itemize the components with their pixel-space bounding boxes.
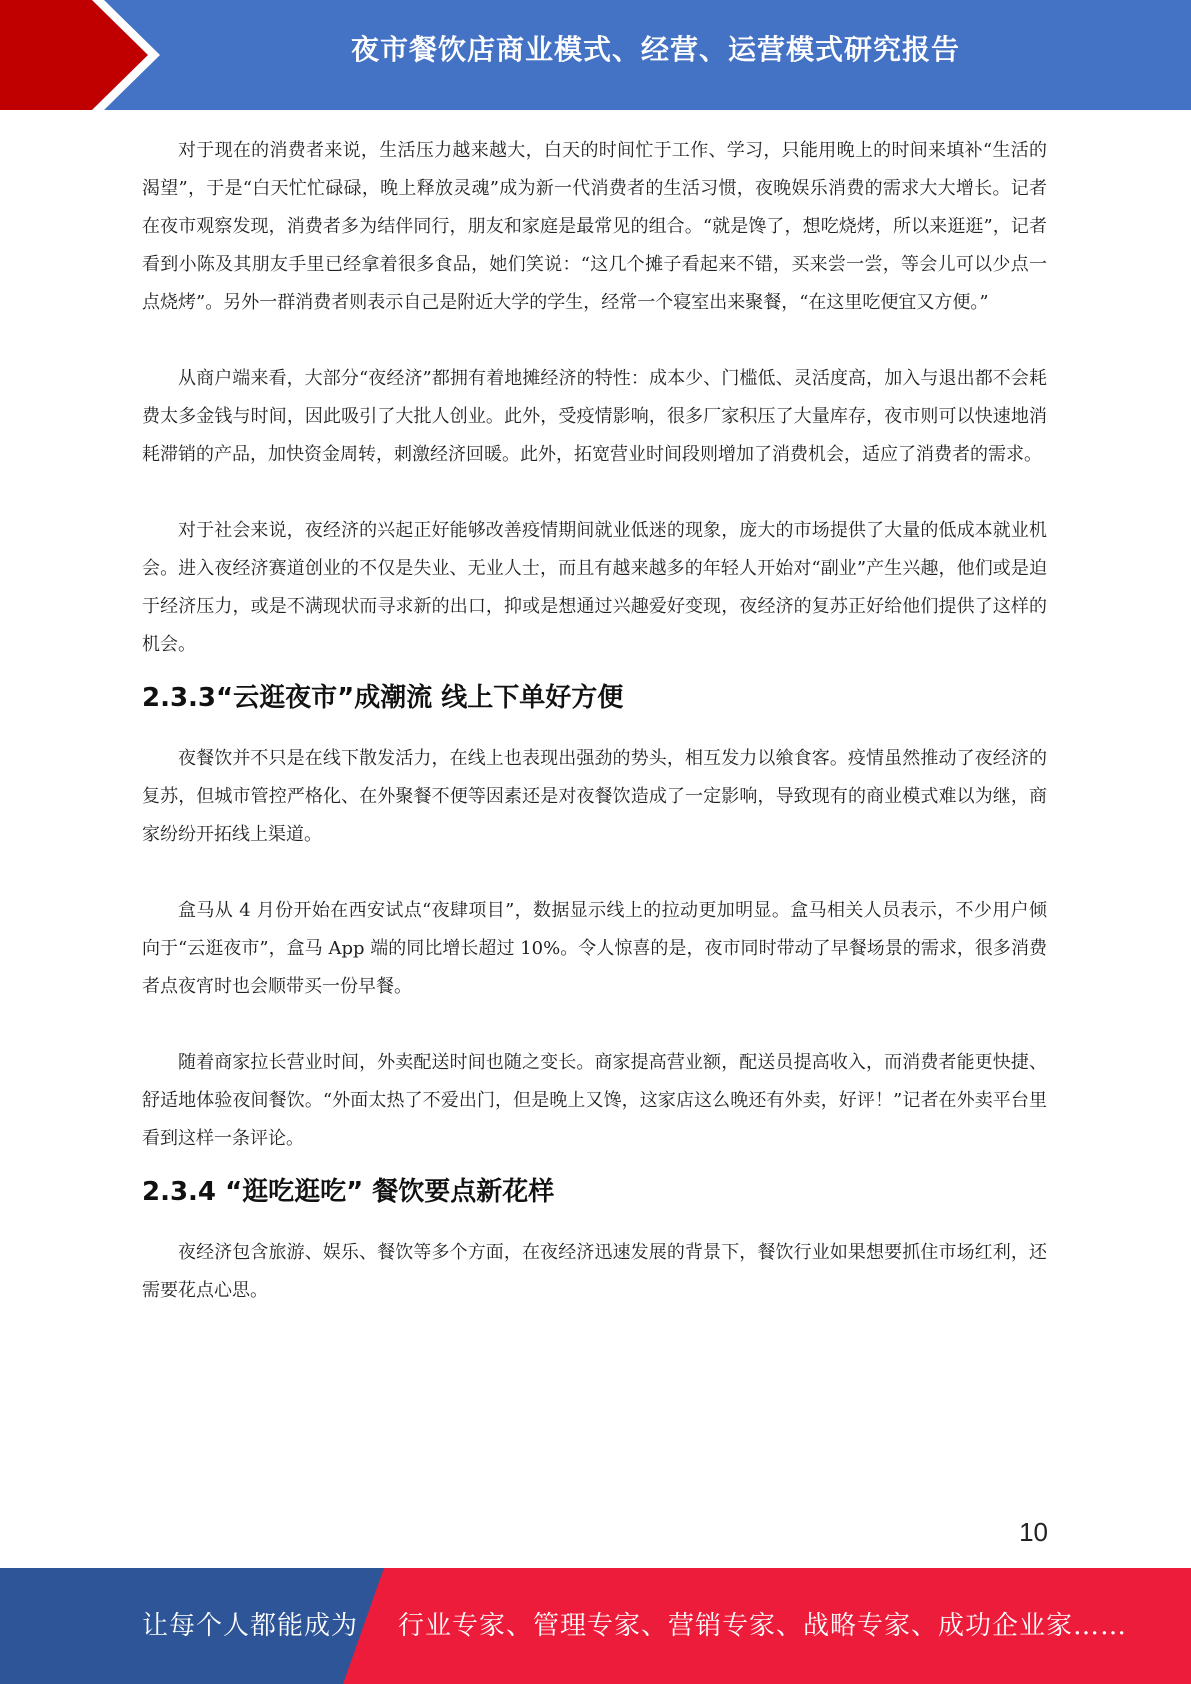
- document-body: [142, 132, 1047, 1310]
- footer-slogan-left: 让每个人都能成为: [142, 1611, 359, 1641]
- section-heading-2-3-3: 2.3.3“云逛夜市”成潮流 线上下单好方便: [142, 683, 624, 713]
- header-arrow-decoration: [0, 0, 160, 110]
- paragraph-merchants: 从商户端来看，大部分“夜经济”都拥有着地摊经济的特性：成本少、门槛低、灵活度高，加入与退出都不会耗费太多金钱与时间，因此吸引了大批人创业。此外，受疫情影响，很多厂家积压了大量库存，夜市则可以快速地消耗滞销的产品，加快资金周转，刺激经济回暖。此外，拓宽营业时间段则增加了消费机会，适应了消费者的需求。: [142, 368, 1047, 465]
- page-header: [0, 0, 1191, 110]
- section-heading-2-3-4: 2.3.4 “逛吃逛吃” 餐饮要点新花样: [142, 1177, 555, 1207]
- paragraph-online-channels: 夜餐饮并不只是在线下散发活力，在线上也表现出强劲的势头，相互发力以飨食客。疫情虽然推动了夜经济的复苏，但城市管控严格化、在外聚餐不便等因素还是对夜餐饮造成了一定影响，导致现有的商业模式难以为继，商家纷纷开拓线上渠道。: [142, 748, 1047, 845]
- paragraph-consumers: 对于现在的消费者来说，生活压力越来越大，白天的时间忙于工作、学习，只能用晚上的时间来填补“生活的渴望”，于是“白天忙忙碌碌，晚上释放灵魂”成为新一代消费者的生活习惯，夜晚娱乐消费的需求大大增长。记者在夜市观察发现，消费者多为结伴同行，朋友和家庭是最常见的组合。“就是馋了，想吃烧烤，所以来逛逛”，记者看到小陈及其朋友手里已经拿着很多食品，她们笑说：“这几个摊子看起来不错，买来尝一尝，等会儿可以少点一点烧烤”。另外一群消费者则表示自己是附近大学的学生，经常一个寝室出来聚餐，“在这里吃便宜又方便。”: [142, 140, 1047, 313]
- header-title: 夜市餐饮店商业模式、经营、运营模式研究报告: [350, 33, 960, 66]
- paragraph-society: 对于社会来说，夜经济的兴起正好能够改善疫情期间就业低迷的现象，庞大的市场提供了大量的低成本就业机会。进入夜经济赛道创业的不仅是失业、无业人士，而且有越来越多的年轻人开始对“副业”产生兴趣，他们或是迫于经济压力，或是不满现状而寻求新的出口，抑或是想通过兴趣爱好变现，夜经济的复苏正好给他们提供了这样的机会。: [142, 520, 1047, 655]
- page-footer: [0, 1568, 1191, 1684]
- page-number: 10: [1019, 1517, 1048, 1547]
- paragraph-delivery: 随着商家拉长营业时间，外卖配送时间也随之变长。商家提高营业额，配送员提高收入，而消费者能更快捷、舒适地体验夜间餐饮。“外面太热了不爱出门，但是晚上又馋，这家店这么晚还有外卖，好评！”记者在外卖平台里看到这样一条评论。: [142, 1052, 1047, 1149]
- paragraph-hema: 盒马从 4 月份开始在西安试点“夜肆项目”，数据显示线上的拉动更加明显。盒马相关人员表示，不少用户倾向于“云逛夜市”，盒马 App 端的同比增长超过 10%。令人惊喜的是，夜市同时带动了早餐场景的需求，很多消费者点夜宵时也会顺带买一份早餐。: [142, 900, 1047, 997]
- footer-slogan-right: 行业专家、管理专家、营销专家、战略专家、成功企业家……: [398, 1611, 1128, 1641]
- paragraph-catering: 夜经济包含旅游、娱乐、餐饮等多个方面，在夜经济迅速发展的背景下，餐饮行业如果想要抓住市场红利，还需要花点心思。: [142, 1242, 1047, 1301]
